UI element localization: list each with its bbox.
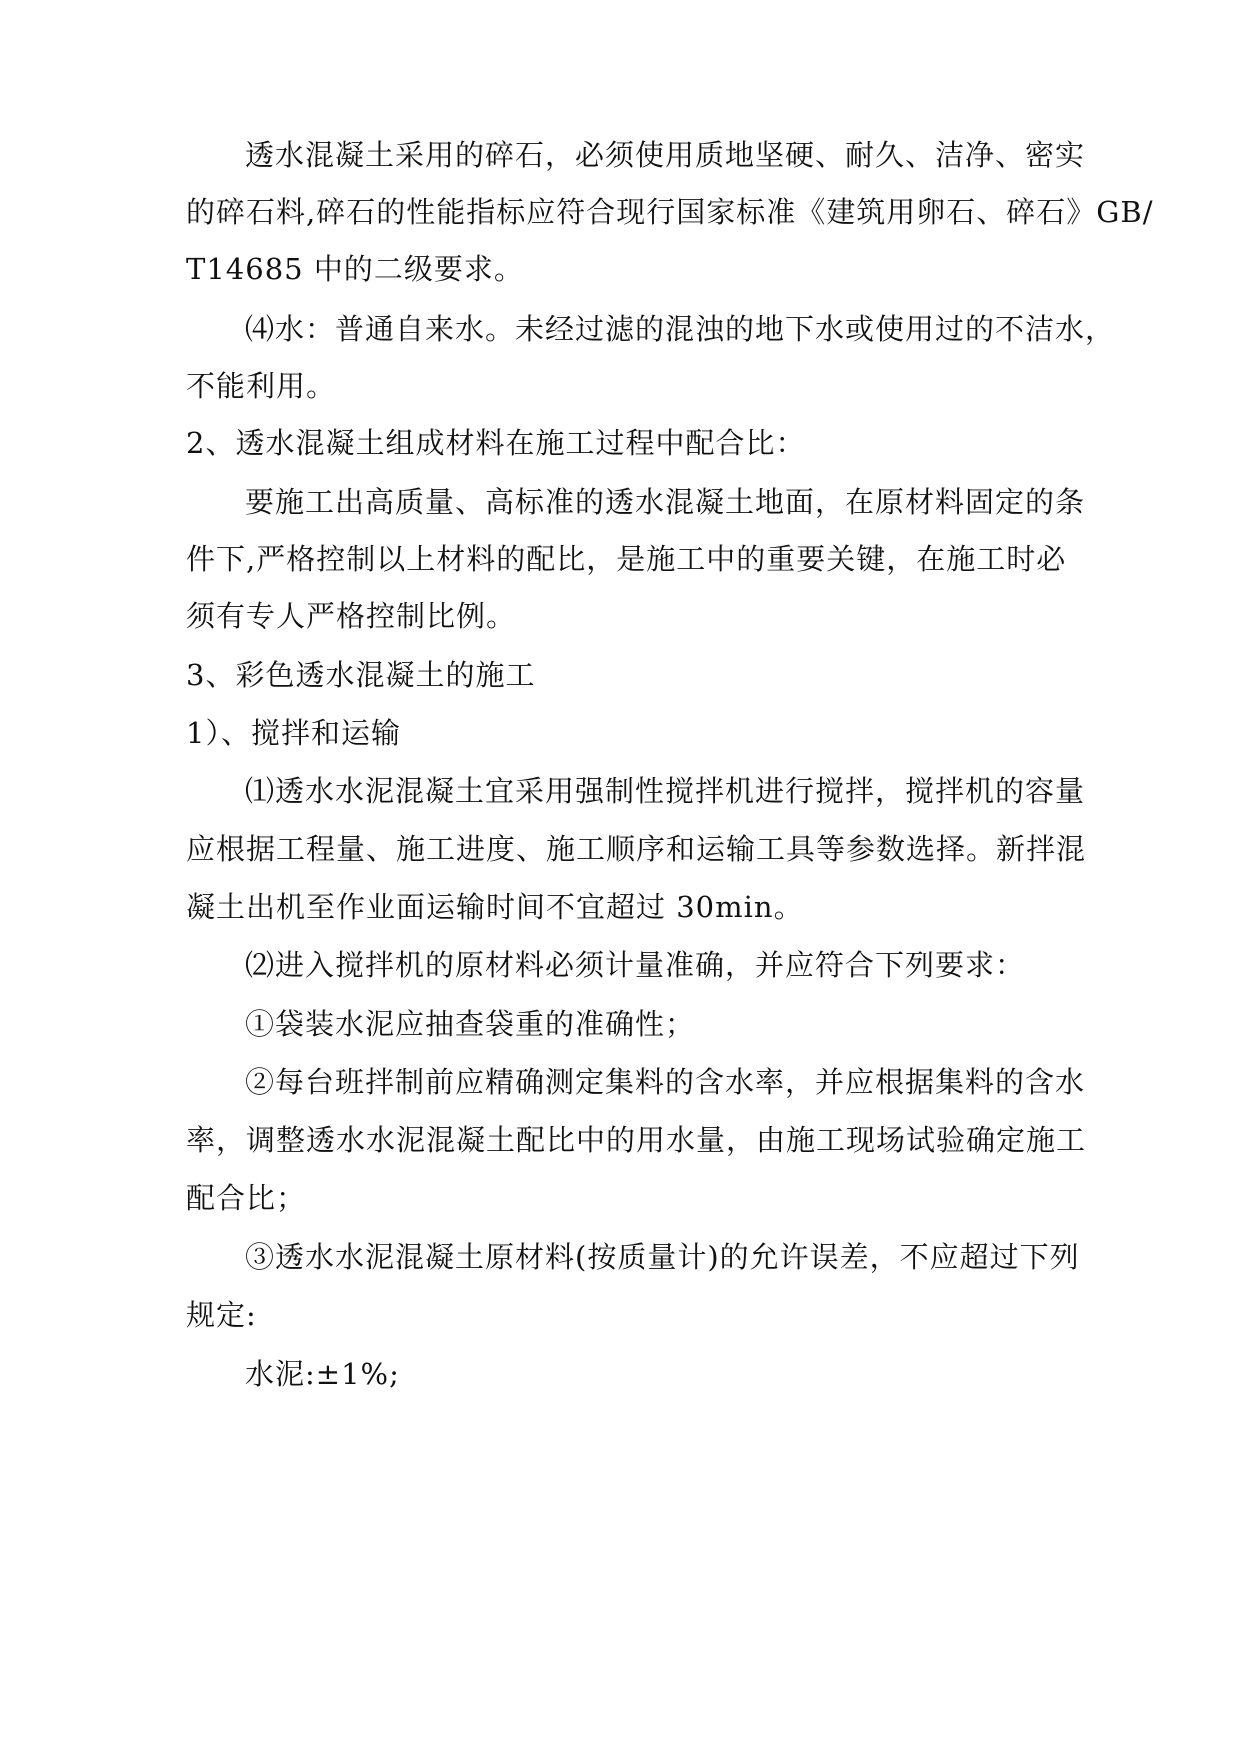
list-item: ③透水水泥混凝土原材料(按质量计)的允许误差，不应超过下列 <box>245 1240 1080 1274</box>
paragraph-line: 凝土出机至作业面运输时间不宜超过 30min。 <box>186 890 804 924</box>
section-heading: 2、透水混凝土组成材料在施工过程中配合比： <box>186 426 806 460</box>
paragraph-line: 配合比； <box>186 1181 307 1215</box>
section-heading: 3、彩色透水混凝土的施工 <box>186 658 536 692</box>
paragraph-line: 率，调整透水水泥混凝土配比中的用水量，由施工现场试验确定施工 <box>186 1123 1087 1157</box>
paragraph-line: 件下,严格控制以上材料的配比，是施工中的重要关键，在施工时必 <box>186 542 1067 576</box>
paragraph-line: T14685 中的二级要求。 <box>186 252 524 286</box>
list-item: ①袋装水泥应抽查袋重的准确性； <box>245 1007 696 1041</box>
paragraph-line: 须有专人严格控制比例。 <box>186 599 517 633</box>
paragraph-line: ⑵进入搅拌机的原材料必须计量准确，并应符合下列要求： <box>245 948 1026 982</box>
paragraph-line: 水泥:±1%; <box>245 1357 400 1391</box>
paragraph-line: 应根据工程量、施工进度、施工顺序和运输工具等参数选择。新拌混 <box>186 832 1087 866</box>
list-item: ②每台班拌制前应精确测定集料的含水率，并应根据集料的含水 <box>245 1065 1086 1099</box>
paragraph-line: 规定: <box>186 1298 257 1332</box>
paragraph-line: 要施工出高质量、高标准的透水混凝土地面，在原材料固定的条 <box>245 485 1086 519</box>
paragraph-line: ⑴透水水泥混凝土宜采用强制性搅拌机进行搅拌，搅拌机的容量 <box>245 774 1086 808</box>
paragraph-line: 透水混凝土采用的碎石，必须使用质地坚硬、耐久、洁净、密实 <box>245 138 1086 172</box>
subsection-heading: 1）、搅拌和运输 <box>186 716 401 750</box>
paragraph-line: 的碎石料,碎石的性能指标应符合现行国家标准《建筑用卵石、碎石》GB/ <box>186 195 1154 229</box>
paragraph-line: ⑷水：普通自来水。未经过滤的混浊的地下水或使用过的不洁水， <box>245 312 1116 346</box>
paragraph-line: 不能利用。 <box>186 369 337 403</box>
